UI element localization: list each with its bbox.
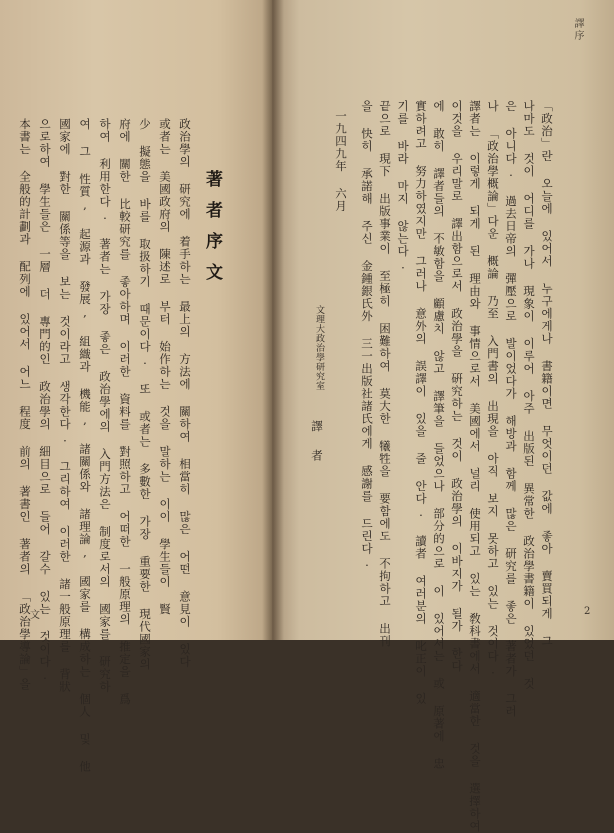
- right-line: 「政治」란 오늘에 있어서 누구에게나 書籍이면 무엇이던 값에 좋아 賣買되게 그: [540, 100, 554, 648]
- right-line: 이것을 우리말로 譯出함으로서 政治學을 硏究하는 것이 政治學의 이바지가 될가 한다: [450, 100, 464, 673]
- page-header: 譯序: [572, 18, 583, 42]
- right-line: 을 快히 承諾해 주신 金鍾銀氏外 三一出版社諸氏에게 感謝를 드린다.: [360, 100, 374, 570]
- left-line: 本書는 全般的計劃과 配列에 있어서 어느 程度 前의 著書인 著者의 「政治學導論」을: [18, 118, 32, 691]
- translator-affiliation: 文理大政治學研究室: [314, 305, 324, 391]
- left-line: 政治學의 研究에 着手하는 最上의 方法에 關하여 相當히 많은 어떤 意見이 있다: [178, 118, 192, 668]
- left-line: 으로하여 學生들은 一層 더 專門的인 政治學의 細目으로 들어 갈수 있는 것이다.: [38, 118, 52, 683]
- right-line: 나 「政治學概論」다운 概論 乃至 入門書의 出現을 아직 보지 못하고 있는 것이다.: [486, 100, 500, 678]
- right-line: 끝으로 現下 出版事業이 至極히 困難하여 莫大한 犧牲을 要함에도 不拘하고 出刊: [378, 100, 392, 648]
- left-line: 여 그 性質, 起源과 發展, 組織과 機能, 諸關係와 諸理論, 國家를 構成하는 個人 및 他: [78, 118, 92, 773]
- left-line: 少 擬態을 바를 取扱하기 때문이다. 또 或者는 多數한 가장 重要한 現代國家의: [138, 118, 152, 671]
- translator-label: 譯者: [310, 420, 324, 479]
- preface-date: 一九四九年 六月: [334, 110, 348, 213]
- left-line: 或者는 美國政府의 陳述로 부터 始作하는 것을 말하는 이이 學生들이 賢: [158, 118, 172, 616]
- right-line: 譯者는 이렇게 되게 된 理由와 事情으로서 美國에서 널리 使用되고 있는 敎科書에서 適當한 것을 選擇하여: [468, 100, 482, 833]
- right-line: 기를 바라 마지 않는다.: [396, 100, 410, 273]
- right-line: 實하려고 努力하였지만 그러나 意外의 誤譯이 있을 줄 안다. 讀者 여러분의 叱正이 있: [414, 100, 428, 705]
- book-gutter: [262, 0, 284, 640]
- right-line: 에 敢히 譯者들의 不敏함을 顧慮치 않고 譯筆을 들었으나 部分的으로 이 있어서는 或 原著에 忠: [432, 100, 446, 770]
- right-line: 은 아니다. 過去日帝의 彈壓으로 발이었다가 해방과 함께 많은 研究를 좋은 著者가 그러: [504, 100, 518, 718]
- left-line: 하여 利用한다. 著者는 가장 좋은 政治學에의 入門方法은 制度로서의 國家를 研究하: [98, 118, 112, 693]
- left-page: [0, 0, 272, 773]
- left-line: 國家에 對한 關係等을 보는 것이라고 생각한다. 그리하여 이러한 諸一般原理를 背狀: [58, 118, 72, 693]
- preface-title: 著者序文: [202, 170, 222, 294]
- page-number: 2: [584, 606, 591, 617]
- right-line: 나마도 것이 어디를 가나 現象이 이루어 아주 出版된 異常한 政治學書籍이 있었던 것: [522, 100, 536, 690]
- left-line: 府에 關한 比較研究를 좋아하며 이러한 資料를 對照하고 어떠한 一般原理의 推定을 爲: [118, 118, 132, 706]
- left-footer-glyph: 文: [30, 610, 40, 621]
- right-page: [272, 0, 614, 833]
